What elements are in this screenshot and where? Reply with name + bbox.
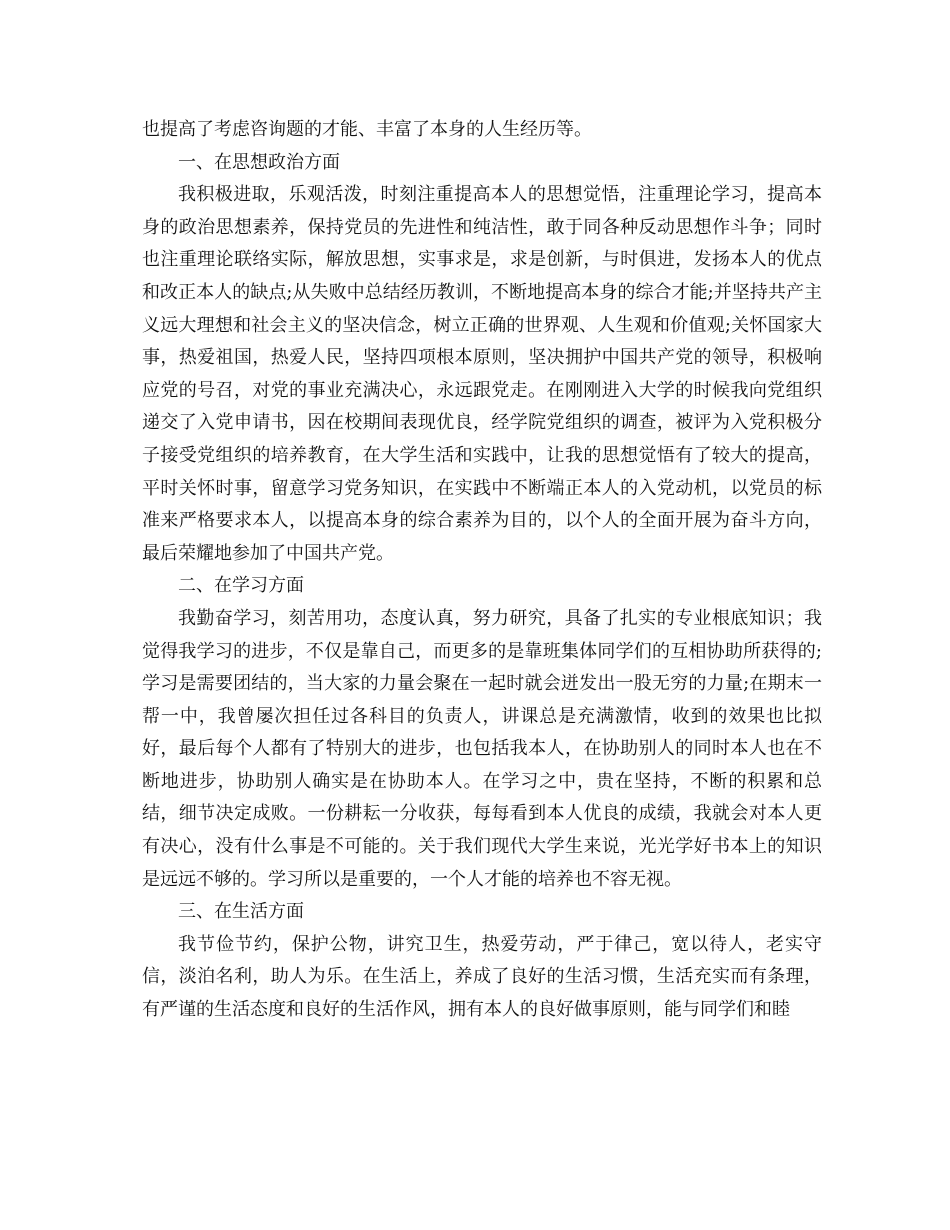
document-body bbox=[142, 114, 822, 1027]
section-heading-study: 二、在学习方面 bbox=[178, 575, 304, 597]
intro-paragraph: 也提高了考虑咨询题的才能、丰富了本身的人生经历等。 bbox=[142, 119, 592, 140]
section-heading-politics: 一、在思想政治方面 bbox=[178, 151, 340, 173]
section-heading-life: 三、在生活方面 bbox=[178, 901, 304, 923]
section-paragraph-politics: 我积极进取，乐观活泼，时刻注重提高本人的思想觉悟，注重理论学习，提高本身的政治思想素养，保持党员的先进性和纯洁性，敢于同各种反动思想作斗争；同时也注重理论联络实际，解放思想，实事求是，求是创新，与时俱进，发扬本人的优点和改正本人的缺点;从失败中总结经历教训，不断地提高本身的综合才能;并坚持共产主义远大理想和社会主义的坚决信念，树立正确的世界观、人生观和价值观;关怀国家大事，热爱祖国，热爱人民，坚持四项根本原则，坚决拥护中国共产党的领导，积极响应党的号召，对党的事业充满决心，永远跟党走。在刚刚进入大学的时候我向党组织递交了入党申请书，因在校期间表现优良，经学院党组织的调查，被评为入党积极分子接受党组织的培养教育，在大学生活和实践中，让我的思想觉悟有了较大的提高，平时关怀时事，留意学习党务知识，在实践中不断端正本人的入党动机，以党员的标准来严格要求本人，以提高本身的综合素养为目的，以个人的全面开展为奋斗方向，最后荣耀地参加了中国共产党。 bbox=[142, 184, 822, 564]
section-paragraph-life: 我节俭节约，保护公物，讲究卫生，热爱劳动，严于律己，宽以待人，老实守信，淡泊名利，助人为乐。在生活上，养成了良好的生活习惯，生活充实而有条理，有严谨的生活态度和良好的生活作风，拥有本人的良好做事原则，能与同学们和睦 bbox=[142, 933, 822, 1021]
section-paragraph-study: 我勤奋学习，刻苦用功，态度认真，努力研究，具备了扎实的专业根底知识；我觉得我学习的进步，不仅是靠自己，而更多的是靠班集体同学们的互相协助所获得的;学习是需要团结的，当大家的力量会聚在一起时就会迸发出一股无穷的力量;在期末一帮一中，我曾屡次担任过各科目的负责人，讲课总是充满激情，收到的效果也比拟好，最后每个人都有了特别大的进步，也包括我本人，在协助别人的同时本人也在不断地进步，协助别人确实是在协助本人。在学习之中，贵在坚持，不断的积累和总结，细节决定成败。一份耕耘一分收获，每每看到本人优良的成绩，我就会对本人更有决心，没有什么事是不可能的。关于我们现代大学生来说，光光学好书本上的知识是远远不够的。学习所以是重要的，一个人才能的培养也不容无视。 bbox=[142, 607, 822, 890]
